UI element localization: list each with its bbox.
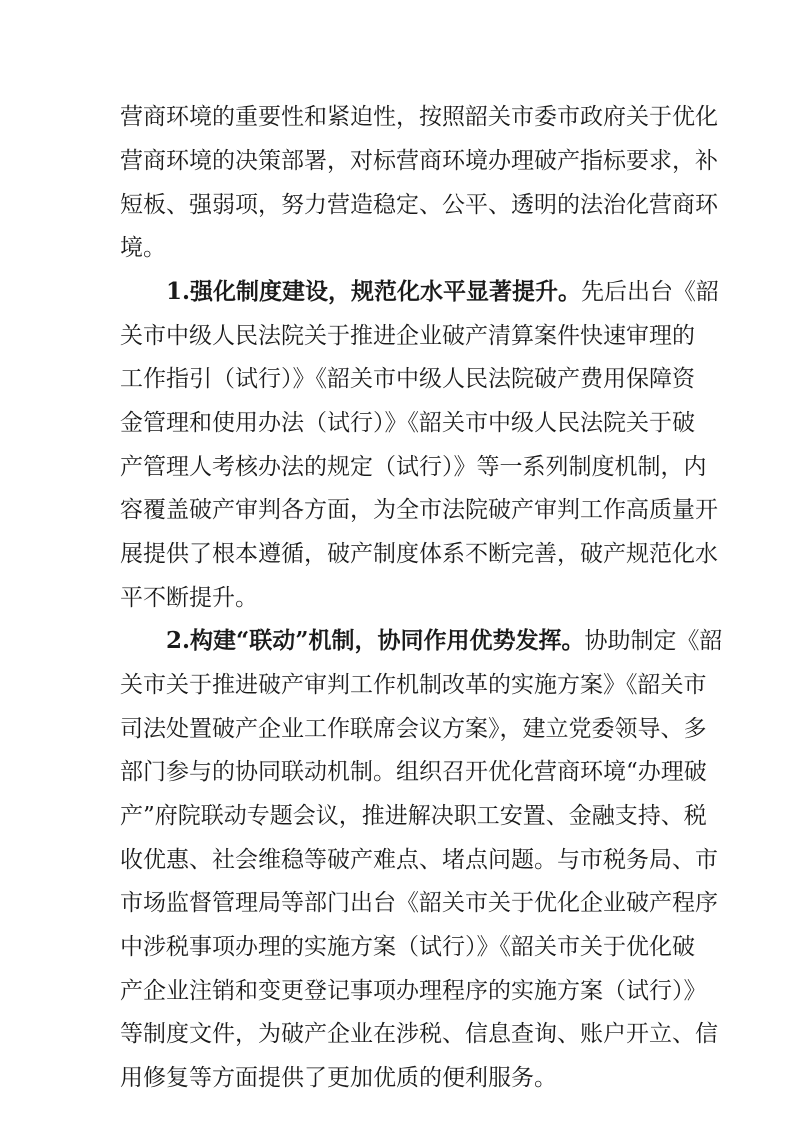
section-1-text: 先后出台《韶 — [581, 279, 720, 305]
paragraph-3-line-9: 产企业注销和变更登记事项办理程序的实施方案（试行）》 — [120, 978, 707, 1004]
paragraph-2-line-1 — [166, 275, 720, 309]
paragraph-2-line-3: 工作指引（试行）》《韶关市中级人民法院破产费用保障资 — [120, 366, 695, 392]
paragraph-1-line-2: 营商环境的决策部署，对标营商环境办理破产指标要求，补 — [120, 148, 718, 174]
paragraph-2-line-8: 平不断提升。 — [120, 585, 258, 611]
section-2-text: 协助制定《韶 — [584, 628, 723, 654]
paragraph-3-line-6: 收优惠、社会维稳等破产难点、堵点问题。与市税务局、市 — [120, 847, 718, 873]
paragraph-2-line-5: 产管理人考核办法的规定（试行）》等一系列制度机制，内 — [120, 454, 707, 480]
paragraph-3-line-5: 产”府院联动专题会议，推进解决职工安置、金融支持、税 — [120, 803, 707, 829]
paragraph-3-line-1 — [166, 624, 723, 658]
paragraph-3-line-2: 关市关于推进破产审判工作机制改革的实施方案》《韶关市 — [120, 672, 707, 698]
section-2-heading: 2.构建“联动”机制，协同作用优势发挥。 — [166, 627, 585, 654]
paragraph-3-line-8: 中涉税事项办理的实施方案（试行）》《韶关市关于优化破 — [120, 934, 695, 960]
paragraph-1-line-4: 境。 — [120, 235, 166, 261]
paragraph-3-line-11: 用修复等方面提供了更加优质的便利服务。 — [120, 1065, 557, 1091]
paragraph-1-line-3: 短板、强弱项，努力营造稳定、公平、透明的法治化营商环 — [120, 192, 718, 218]
paragraph-2-line-4: 金管理和使用办法（试行）》《韶关市中级人民法院关于破 — [120, 410, 695, 436]
paragraph-3-line-10: 等制度文件，为破产企业在涉税、信息查询、账户开立、信 — [120, 1021, 718, 1047]
section-1-heading: 1.强化制度建设，规范化水平显著提升。 — [166, 278, 582, 305]
paragraph-3-line-7: 市场监督管理局等部门出台《韶关市关于优化企业破产程序 — [120, 890, 718, 916]
paragraph-2-line-2: 关市中级人民法院关于推进企业破产清算案件快速审理的 — [120, 323, 695, 349]
paragraph-2-line-6: 容覆盖破产审判各方面，为全市法院破产审判工作高质量开 — [120, 497, 718, 523]
paragraph-3-line-3: 司法处置破产企业工作联席会议方案》，建立党委领导、多 — [120, 716, 707, 742]
paragraph-3-line-4: 部门参与的协同联动机制。组织召开优化营商环境“办理破 — [120, 759, 707, 785]
paragraph-1-line-1: 营商环境的重要性和紧迫性，按照韶关市委市政府关于优化 — [120, 104, 718, 130]
paragraph-2-line-7: 展提供了根本遵循，破产制度体系不断完善，破产规范化水 — [120, 541, 718, 567]
